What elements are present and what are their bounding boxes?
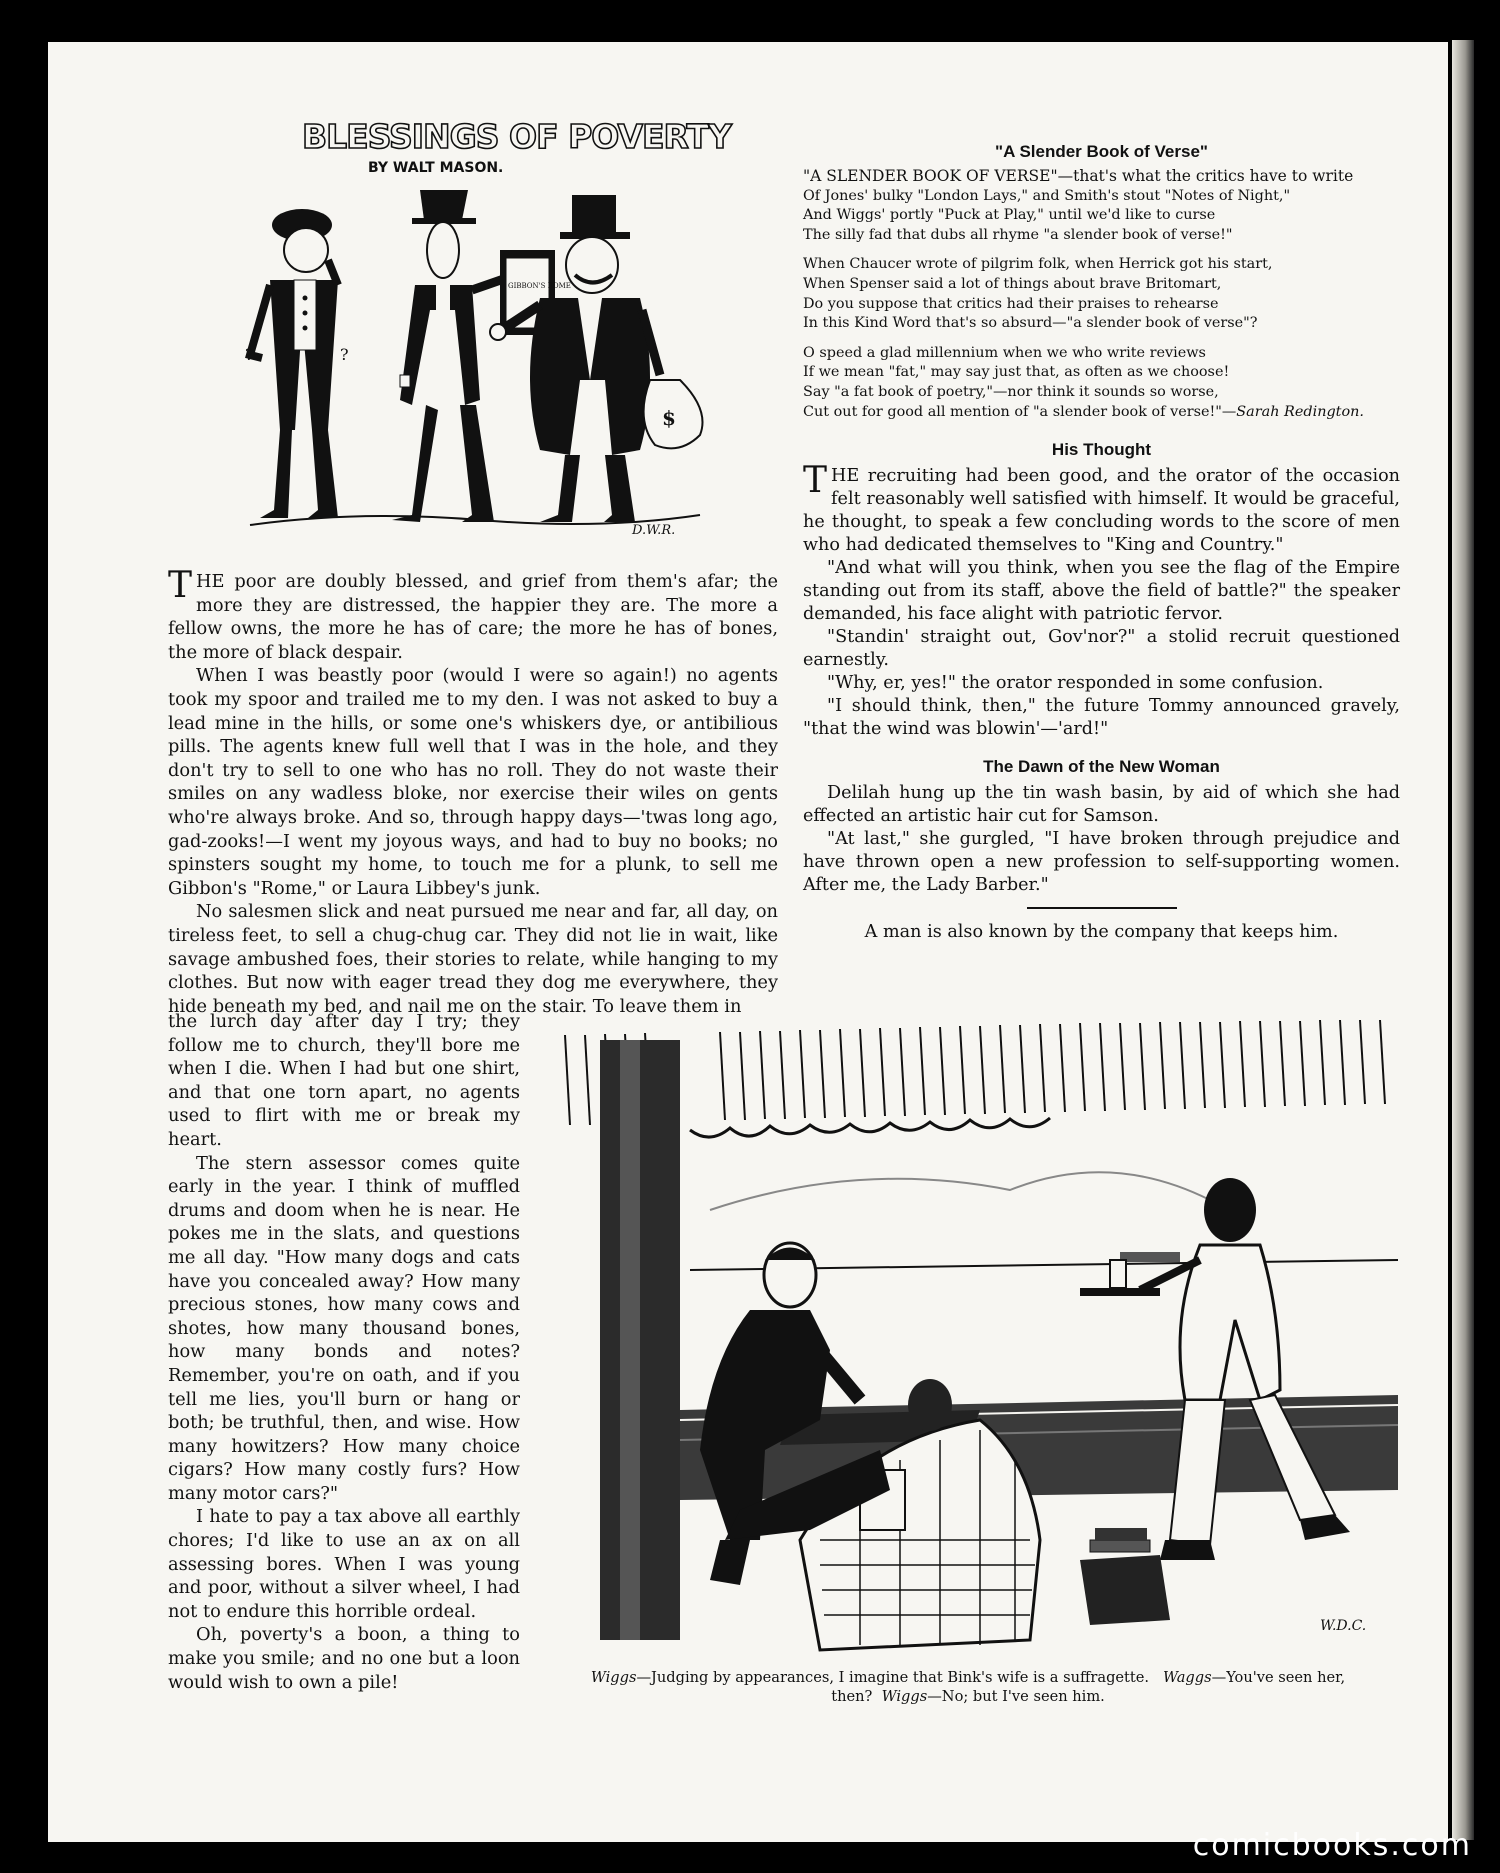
thought-paragraph-1: THE recruiting had been good, and the orator of the occasion felt reasonably well satisfied with himself. It would be graceful, he thought, to speak a few concluding words to the score of men who had dedicated themselves to "King and Country." [803, 460, 1400, 556]
page-spine [1452, 40, 1474, 1840]
caption-speaker: Wiggs [881, 1688, 928, 1705]
poor-man-figure [245, 209, 349, 518]
drop-cap: T [168, 565, 193, 606]
company-saying: A man is also known by the company that keeps him. [864, 922, 1339, 943]
verse-stanza-3 [803, 344, 1400, 422]
cartoon-title-svg [298, 110, 731, 180]
blessings-cartoon [240, 180, 710, 550]
verse-poem [803, 167, 1400, 422]
verse-line: Say "a fat book of poetry,"—nor think it sounds so worse, [803, 383, 1219, 400]
verse-author: Sarah Redington. [1236, 403, 1364, 420]
book-label: GIBBON'S ROME [508, 282, 571, 290]
book-agent-figure [392, 190, 515, 522]
thought-title: His Thought [1051, 440, 1152, 460]
caption-speaker: Waggs [1162, 1669, 1212, 1686]
verse-line: Of Jones' bulky "London Lays," and Smith's stout "Notes of Night," [803, 187, 1291, 204]
cartoon-title: BLESSINGS OF POVERTY [302, 117, 731, 156]
section-divider [1027, 907, 1177, 909]
side-table-with-books [1080, 1528, 1170, 1625]
poverty-paragraph-5: The stern assessor comes quite early in the year. I think of muffled drums and doom when he is near. He pokes me in the slats, and questions me all day. "How many dogs and cats have you concealed away? How many precious stones, how many cows and shotes, how many thousand bones, how many bonds and notes? Remember, you're on oath, and if you tell me lies, you'll burn or hang or both; be truthful, then, and wise. How many howitzers? How many choice cigars? How many costly furs? How many motor cars?" [168, 1152, 520, 1504]
verse-line: When Chaucer wrote of pilgrim folk, when Herrick got his start, [803, 256, 1273, 273]
bag-label: $ [662, 406, 676, 430]
verse-line: O speed a glad millennium when we who write reviews [803, 344, 1206, 361]
poverty-article [168, 565, 778, 1018]
blessings-cartoon-svg [240, 180, 710, 550]
verse-line: If we mean "fat," may say just that, as often as we choose! [803, 364, 1230, 381]
verse-line-with-author: Cut out for good all mention of "a slender book of verse!"—Sarah Redington. [803, 403, 1364, 420]
cartoon-caption [568, 1668, 1368, 1706]
caption-line: —Judging by appearances, I imagine that Bink's wife is a suffragette. [636, 1669, 1150, 1686]
poverty-paragraph-4: the lurch day after day I try; they follow me to church, they'll bore me when I die. When I had but one shirt, and that one torn apart, no agents used to flirt with me or break my heart. [168, 1011, 520, 1150]
verse-line: In this Kind Word that's so absurd—"a slender book of verse"? [803, 315, 1258, 332]
caption-speaker: Wiggs [590, 1669, 637, 1686]
thought-paragraph-3: "Standin' straight out, Gov'nor?" a stolid recruit questioned earnestly. [803, 627, 1400, 671]
drop-cap: T [803, 460, 828, 502]
verse-line: And Wiggs' portly "Puck at Play," until we'd like to curse [803, 207, 1216, 224]
poverty-paragraph-2: When I was beastly poor (would I were so again!) no agents took my spoor and trailed me to my den. I was not asked to buy a lead mine in the hills, or some one's whiskers dye, or antibilious pills. The agents knew full well that I was in the hole, and they don't try to sell to one who has no roll. They do not waste their smiles on any wadless bloke, nor exercise their wiles on gents who're always broke. And so, through happy days—'twas long ago, gad-zooks!—I went my joyous ways, and had to buy no books; no spinsters sought my home, to touch me for a plunk, to sell me Gibbon's "Rome," or Laura Libbey's junk. [168, 665, 778, 899]
caption-line: —No; but I've seen him. [927, 1688, 1105, 1705]
serving-tray [1080, 1288, 1160, 1296]
poverty-paragraph-7: Oh, poverty's a boon, a thing to make you smile; and no one but a loon would wish to own a pile! [168, 1624, 520, 1693]
veranda-cartoon-svg [560, 1020, 1398, 1665]
dawn-paragraph-2: "At last," she gurgled, "I have broken through prejudice and have thrown open a new profession to self-supporting women. After me, the Lady Barber." [803, 829, 1400, 896]
awning [560, 1020, 1398, 1137]
svg-text:?: ? [245, 345, 254, 364]
poverty-paragraph-6: I hate to pay a tax above all earthly chores; I'd like to use an ax on all assessing bores. When I was young and poor, without a silver wheel, I had not to endure this horrible ordeal. [168, 1506, 520, 1622]
artist-signature: W.D.C. [1320, 1618, 1367, 1634]
thought-paragraph-4: "Why, er, yes!" the orator responded in some confusion. [827, 673, 1324, 694]
caption-line: —You've seen her, then? [831, 1669, 1346, 1705]
poverty-paragraph-3: No salesmen slick and neat pursued me near and far, all day, on tireless feet, to sell a chug-chug car. They did not lie in wait, like savage ambushed foes, their stories to relate, while hanging to my clothes. But now with eager tread they dog me everywhere, they hide beneath my bed, and nail me on the stair. To leave them in [168, 901, 778, 1017]
verse-line: Do you suppose that critics had their praises to rehearse [803, 295, 1219, 312]
verse-line: The silly fad that dubs all rhyme "a slender book of verse!" [803, 226, 1233, 243]
verse-stanza-2 [803, 255, 1400, 333]
cartoon-title-block [298, 110, 731, 180]
veranda-cartoon [560, 1020, 1398, 1665]
thought-paragraph-2: "And what will you think, when you see the flag of the Empire standing out from its staff, above the field of battle?" the speaker demanded, his face alight with patriotic fervor. [803, 558, 1400, 625]
cartoon-signature: D.W.R. [632, 523, 676, 538]
verse-title: "A Slender Book of Verse" [995, 142, 1208, 161]
right-column [803, 140, 1400, 944]
poverty-paragraph-1: THE poor are doubly blessed, and grief from them's afar; the more they are distressed, the happier they are. The more a fellow owns, the more he has of care; the more he has of bones, the more of black despair. [168, 565, 778, 663]
rich-man-figure [490, 195, 660, 522]
dawn-paragraph-1: Delilah hung up the tin wash basin, by aid of which she had effected an artistic hair cut for Samson. [803, 783, 1400, 827]
poverty-article-continued [168, 1010, 520, 1694]
thought-paragraph-5: "I should think, then," the future Tommy announced gravely, "that the wind was blowin'—'ard!" [803, 696, 1400, 740]
verse-stanza-1 [803, 167, 1400, 245]
dawn-title: The Dawn of the New Woman [983, 757, 1220, 777]
cartoon-byline: BY WALT MASON. [368, 160, 504, 176]
verse-line: "A SLENDER BOOK OF VERSE"—that's what the critics have to write [803, 167, 1354, 185]
svg-text:?: ? [340, 345, 349, 364]
money-bag [644, 380, 703, 448]
waiter-figure [1080, 1178, 1350, 1560]
site-watermark: comicbooks.com [1192, 1828, 1472, 1863]
verse-line: When Spenser said a lot of things about brave Britomart, [803, 275, 1222, 292]
